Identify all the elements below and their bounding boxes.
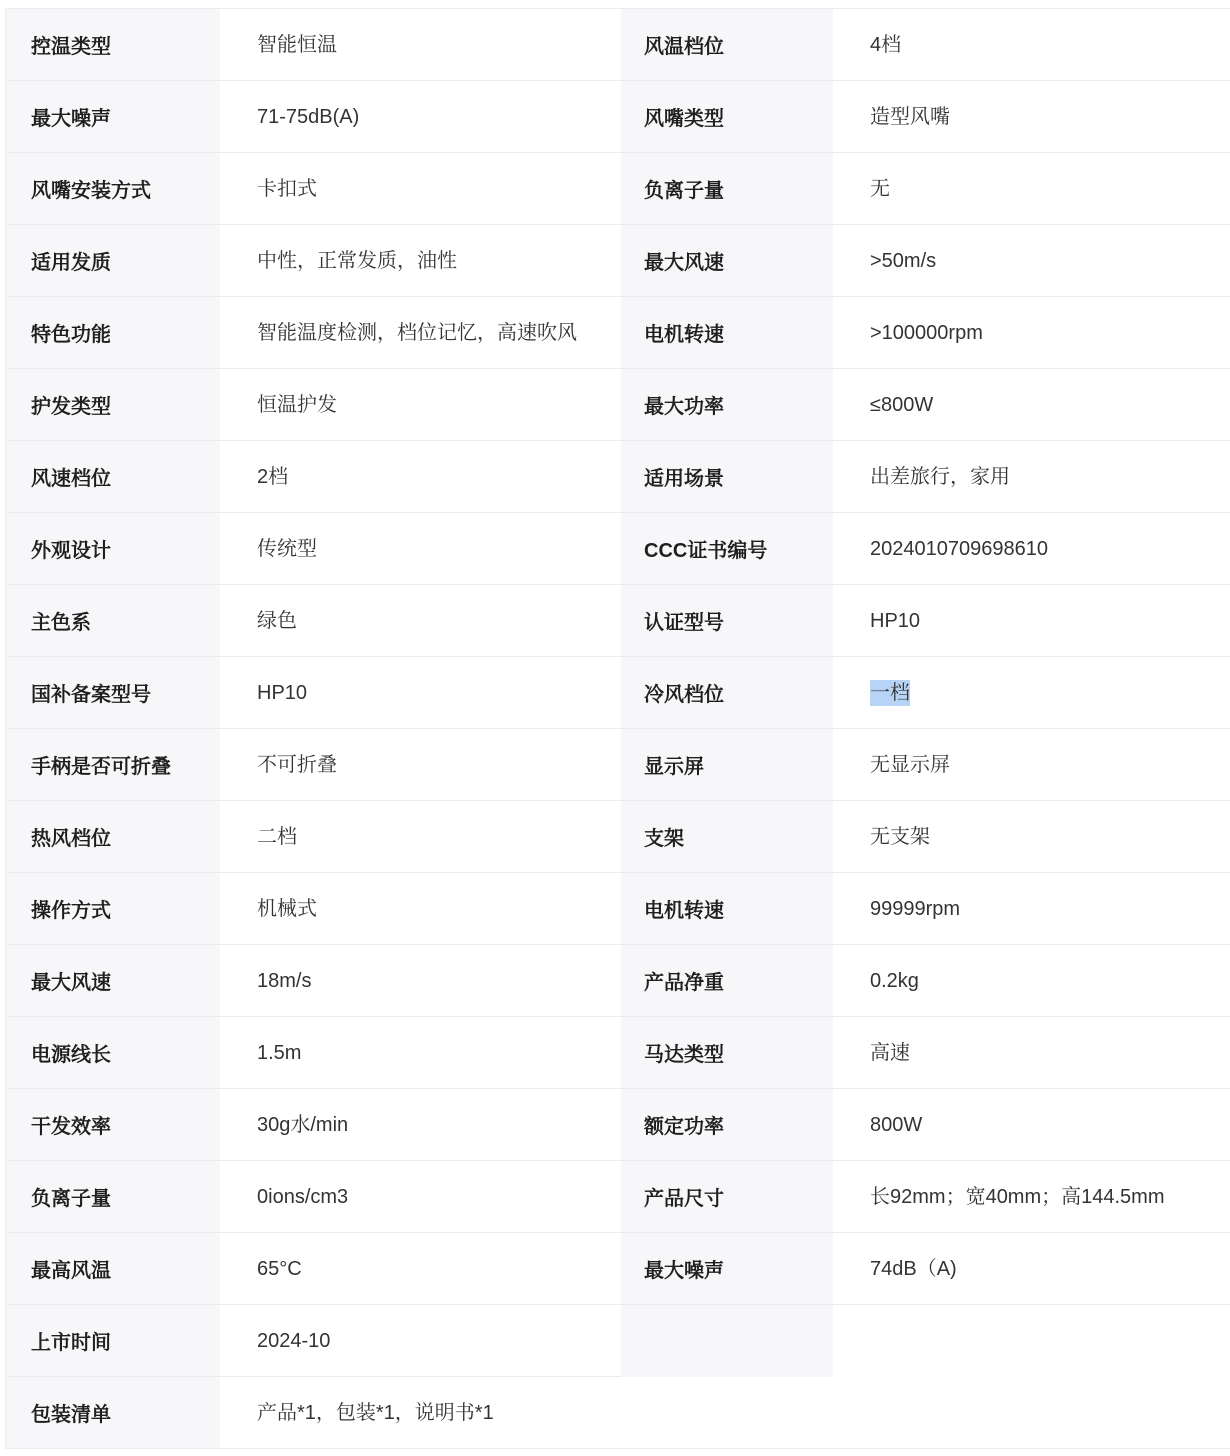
spec-label: 风速档位 [6,441,220,513]
spec-row [6,1017,1230,1089]
spec-row [6,729,1230,801]
spec-value: 卡扣式 [220,153,621,225]
spec-label: 控温类型 [6,9,220,81]
spec-label: 上市时间 [6,1305,220,1377]
spec-value [833,1305,1230,1377]
spec-label: 操作方式 [6,873,220,945]
spec-label: 最大功率 [621,369,833,441]
spec-value: ≤800W [833,369,1230,441]
spec-value: 0.2kg [833,945,1230,1017]
spec-value [833,657,1230,729]
spec-label: 支架 [621,801,833,873]
spec-value: 71-75dB(A) [220,81,621,153]
spec-label: 最大噪声 [621,1233,833,1305]
spec-row [6,1161,1230,1233]
spec-value: 2024-10 [220,1305,621,1377]
spec-label: 最高风温 [6,1233,220,1305]
spec-value: 不可折叠 [220,729,621,801]
selected-text: 一档 [870,681,910,704]
spec-value: 18m/s [220,945,621,1017]
spec-label: 护发类型 [6,369,220,441]
spec-value: 长92mm；宽40mm；高144.5mm [833,1161,1230,1233]
spec-label: 电机转速 [621,297,833,369]
spec-label: 冷风档位 [621,657,833,729]
spec-label: 风嘴安装方式 [6,153,220,225]
spec-value: 绿色 [220,585,621,657]
spec-label: 马达类型 [621,1017,833,1089]
spec-value-packing-list: 产品*1，包装*1，说明书*1 [220,1377,1230,1449]
spec-value: >100000rpm [833,297,1230,369]
spec-row [6,369,1230,441]
spec-row [6,81,1230,153]
spec-value: 恒温护发 [220,369,621,441]
spec-label: 特色功能 [6,297,220,369]
spec-label: 电机转速 [621,873,833,945]
spec-value: 中性，正常发质，油性 [220,225,621,297]
spec-row [6,9,1230,81]
spec-label: 手柄是否可折叠 [6,729,220,801]
spec-label: CCC证书编号 [621,513,833,585]
spec-value: 1.5m [220,1017,621,1089]
spec-value: 无显示屏 [833,729,1230,801]
spec-row [6,441,1230,513]
spec-row [6,297,1230,369]
spec-label: 适用场景 [621,441,833,513]
spec-value: 0ions/cm3 [220,1161,621,1233]
spec-row [6,801,1230,873]
spec-row [6,513,1230,585]
spec-label: 国补备案型号 [6,657,220,729]
spec-value: 机械式 [220,873,621,945]
spec-value: 2024010709698610 [833,513,1230,585]
spec-label: 热风档位 [6,801,220,873]
spec-value: 智能温度检测，档位记忆，高速吹风 [220,297,621,369]
spec-label: 主色系 [6,585,220,657]
spec-label: 负离子量 [6,1161,220,1233]
spec-row [6,225,1230,297]
spec-value: 99999rpm [833,873,1230,945]
spec-value: 65°C [220,1233,621,1305]
spec-value: 30g水/min [220,1089,621,1161]
spec-row-packing-list [6,1377,1230,1449]
spec-row [6,945,1230,1017]
spec-value: 无支架 [833,801,1230,873]
spec-row [6,585,1230,657]
spec-value: 造型风嘴 [833,81,1230,153]
spec-label: 电源线长 [6,1017,220,1089]
spec-row [6,1305,1230,1377]
spec-label: 产品尺寸 [621,1161,833,1233]
spec-value: 二档 [220,801,621,873]
spec-value: 智能恒温 [220,9,621,81]
spec-row [6,873,1230,945]
spec-label: 显示屏 [621,729,833,801]
spec-label: 额定功率 [621,1089,833,1161]
spec-value: 高速 [833,1017,1230,1089]
spec-label: 最大风速 [6,945,220,1017]
spec-label [621,1305,833,1377]
spec-table [5,8,1230,1449]
spec-value: 800W [833,1089,1230,1161]
spec-value: 4档 [833,9,1230,81]
spec-row [6,657,1230,729]
spec-label: 产品净重 [621,945,833,1017]
spec-row [6,1233,1230,1305]
spec-rows [6,9,1230,1377]
spec-label: 风嘴类型 [621,81,833,153]
spec-label: 适用发质 [6,225,220,297]
spec-value: 传统型 [220,513,621,585]
spec-value: >50m/s [833,225,1230,297]
spec-value: 74dB（A) [833,1233,1230,1305]
spec-row [6,153,1230,225]
spec-label: 最大噪声 [6,81,220,153]
spec-value: HP10 [833,585,1230,657]
spec-label: 风温档位 [621,9,833,81]
spec-label-packing-list: 包装清单 [6,1377,220,1449]
spec-value: HP10 [220,657,621,729]
spec-label: 干发效率 [6,1089,220,1161]
spec-label: 外观设计 [6,513,220,585]
spec-value: 无 [833,153,1230,225]
spec-label: 负离子量 [621,153,833,225]
spec-value: 出差旅行，家用 [833,441,1230,513]
spec-value: 2档 [220,441,621,513]
spec-row [6,1089,1230,1161]
spec-label: 认证型号 [621,585,833,657]
spec-label: 最大风速 [621,225,833,297]
